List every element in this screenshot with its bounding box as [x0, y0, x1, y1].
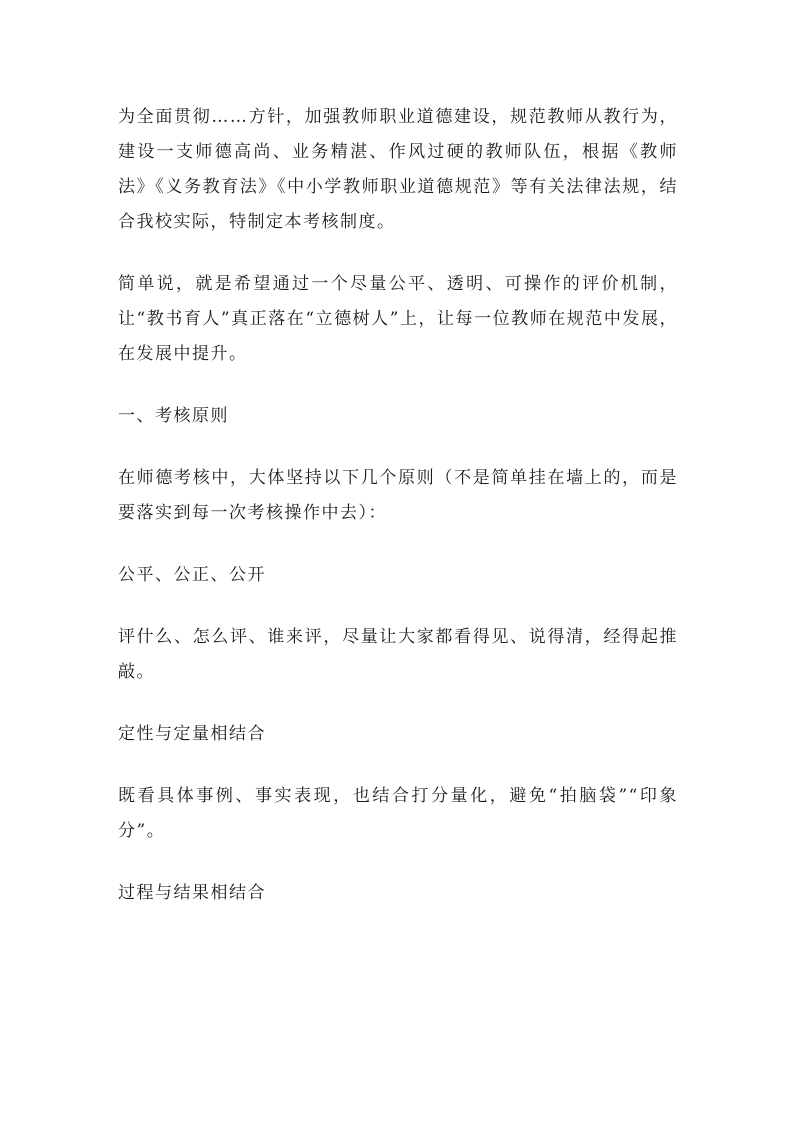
principle-text-qualitative-quantitative: 既看具体事例、事实表现，也结合打分量化，避免“拍脑袋”“印象分”。	[118, 786, 678, 841]
summary-paragraph: 简单说，就是希望通过一个尽量公平、透明、可操作的评价机制，让“教书育人”真正落在“立德树人”上，让每一位教师在规范中发展，在发展中提升。	[118, 274, 678, 364]
principle-heading-process-result: 过程与结果相结合	[118, 883, 266, 903]
principle-text-fairness: 评什么、怎么评、谁来评，尽量让大家都看得见、说得清，经得起推敲。	[118, 627, 678, 682]
document-body	[118, 100, 678, 938]
principle-heading-qualitative-quantitative: 定性与定量相结合	[118, 724, 266, 744]
principle-heading-fairness: 公平、公正、公开	[118, 565, 266, 585]
section-heading-principles: 一、考核原则	[118, 406, 229, 426]
intro-paragraph: 为全面贯彻……方针，加强教师职业道德建设，规范教师从教行为，建设一支师德高尚、业务精湛、作风过硬的教师队伍，根据《教师法》《义务教育法》《中小学教师职业道德规范》等有关法律法规，结合我校实际，特制定本考核制度。	[118, 107, 678, 232]
principles-intro-paragraph: 在师德考核中，大体坚持以下几个原则（不是简单挂在墙上的，而是要落实到每一次考核操作中去）：	[118, 468, 678, 523]
